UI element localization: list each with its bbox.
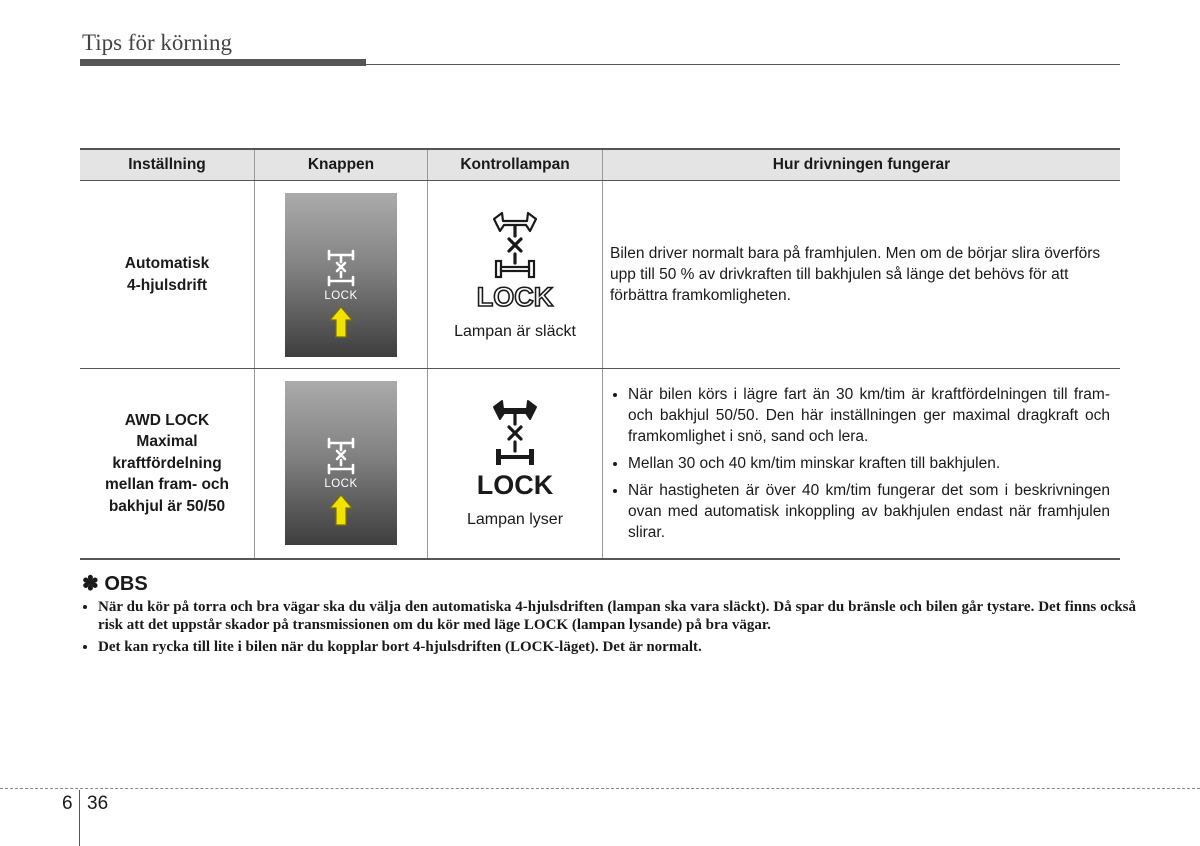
setting-line: mellan fram- och xyxy=(104,476,230,493)
lamp-caption: Lampan är släckt xyxy=(454,322,576,340)
section-number: 6 xyxy=(62,793,73,814)
function-description: Bilen driver normalt bara på framhjulen. Men om de börjar slira överförs upp till 50 % av drivkraften till bakhjulen så länge det behövs för att förbättra framkomligheten. xyxy=(610,245,1101,304)
list-item: • Mellan 30 och 40 km/tim minskar kraften till bakhjulen. xyxy=(628,453,1110,474)
up-arrow-icon xyxy=(328,493,354,527)
button-cell xyxy=(255,181,428,369)
header-rule xyxy=(80,64,1120,65)
lamp-caption: Lampan lyser xyxy=(466,511,564,529)
page-number: 36 xyxy=(87,793,109,814)
footer-dashed-rule xyxy=(0,788,1200,789)
awd-lock-button[interactable] xyxy=(285,193,397,357)
table-header-row xyxy=(80,149,1120,181)
list-item: • När bilen körs i lägre fart än 30 km/tim är kraftfördelningen till fram- och bakhjul 50/50. Den här inställningen ger maximal dragkraft och framkomlighet i snö, sand och lera. xyxy=(628,384,1110,447)
list-item: • När du kör på torra och bra vägar ska du välja den automatiska 4-hjulsdriften (lampan ska vara släckt). Då spar du bränsle och bilen går tystare. Det finns också risk att det uppstår skador på transmissionen om du kör med läge LOCK (lampan lysande) på bra vägar. xyxy=(98,598,1136,634)
setting-line: Maximal xyxy=(136,433,198,450)
table-row xyxy=(80,369,1120,559)
setting-line: bakhjul är 50/50 xyxy=(108,497,226,515)
awd-lock-indicator-icon-off xyxy=(488,209,542,281)
lamp-cell xyxy=(428,181,603,369)
obs-list xyxy=(80,598,1136,660)
setting-line: kraftfördelning xyxy=(112,454,222,472)
page-header-title: Tips för körning xyxy=(82,30,232,55)
button-label: LOCK xyxy=(324,478,358,491)
lamp-lock-text: LOCK xyxy=(476,281,554,312)
lamp-lock-text: LOCK xyxy=(476,470,554,501)
list-item: • Det kan rycka till lite i bilen när du kopplar bort 4-hjulsdriften (LOCK-läget). Det är normalt. xyxy=(98,638,1136,656)
setting-line: Automatisk xyxy=(124,255,210,272)
column-header-function: Hur drivningen fungerar xyxy=(603,149,1121,181)
column-header-lamp: Kontrollampan xyxy=(428,149,603,181)
button-cell xyxy=(255,369,428,559)
obs-heading: ✽ OBS xyxy=(82,573,148,595)
setting-line: 4-hjulsdrift xyxy=(126,276,208,294)
awd-drivetrain-icon xyxy=(325,435,357,477)
setting-cell xyxy=(80,369,255,559)
table-row xyxy=(80,181,1120,369)
drive-mode-table xyxy=(80,148,1120,560)
function-bullet-list xyxy=(610,384,1110,543)
column-header-button: Knappen xyxy=(255,149,428,181)
function-cell xyxy=(603,181,1121,369)
function-cell xyxy=(603,369,1121,559)
footer-divider xyxy=(79,790,80,846)
lamp-cell xyxy=(428,369,603,559)
awd-lock-button[interactable] xyxy=(285,381,397,545)
column-header-setting: Inställning xyxy=(80,149,255,181)
setting-cell xyxy=(80,181,255,369)
up-arrow-icon xyxy=(328,305,354,339)
awd-drivetrain-icon xyxy=(325,247,357,289)
list-item: • När hastigheten är över 40 km/tim fungerar det som i beskrivningen ovan med automatisk inkoppling av bakhjulen endast när framhjulen slirar. xyxy=(628,480,1110,543)
setting-line: AWD LOCK xyxy=(124,411,210,429)
button-label: LOCK xyxy=(324,289,358,302)
awd-lock-indicator-icon-on xyxy=(488,397,542,469)
